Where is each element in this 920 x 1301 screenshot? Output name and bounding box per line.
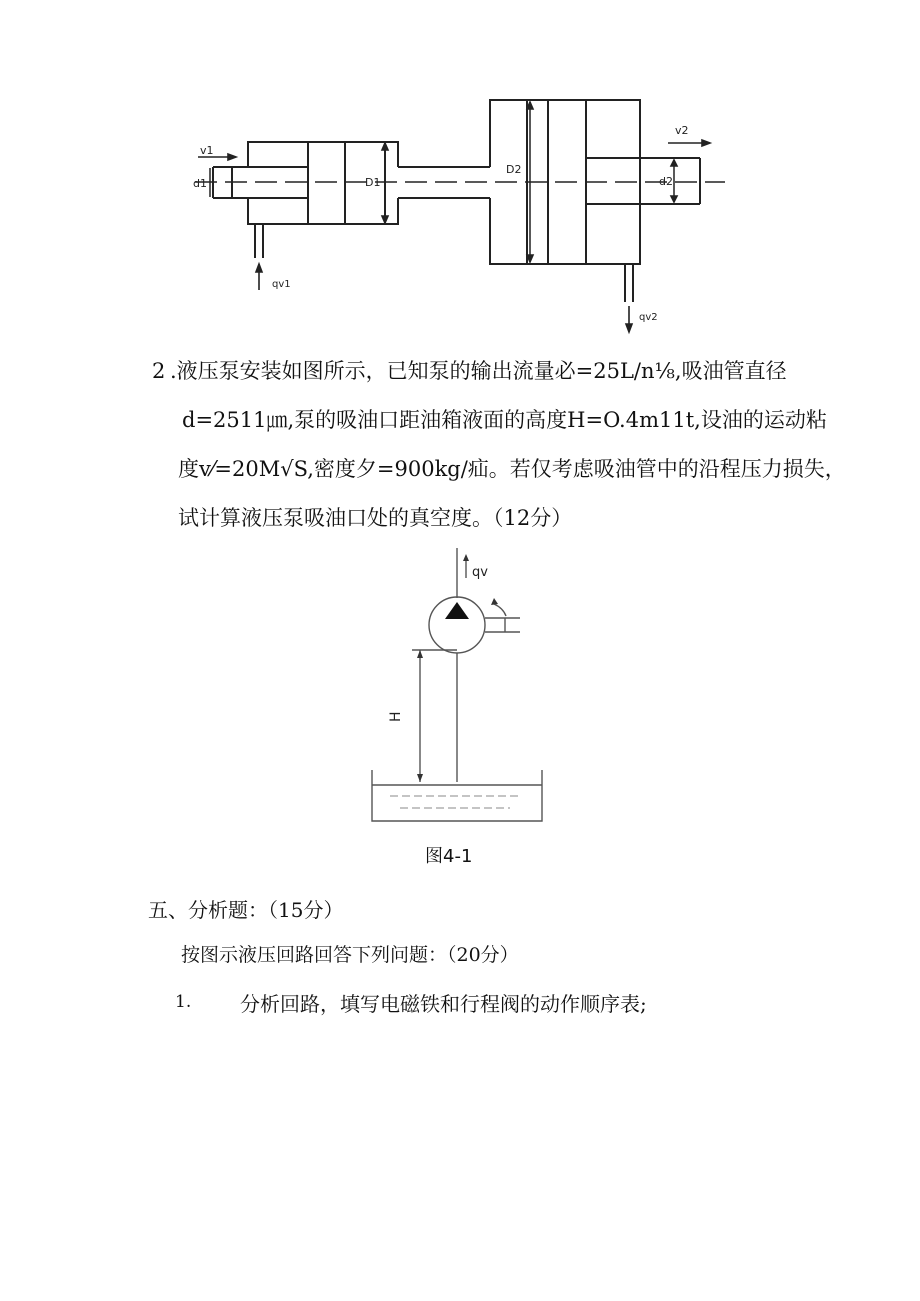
label-H: H (388, 711, 404, 722)
figure-caption: 图4-1 (425, 846, 473, 867)
label-d2: d2 (659, 175, 673, 188)
label-v1: v1 (200, 144, 214, 157)
list-item-number: 1. (175, 992, 192, 1012)
label-v2: v2 (675, 124, 689, 137)
label-D2: D2 (506, 163, 522, 176)
label-qv: qv (472, 565, 488, 580)
problem-2-line-2: d=2511㎛,泵的吸油口距油箱液面的高度H=O.4m11t,设油的运动粘 (182, 408, 827, 432)
label-D1: D1 (365, 176, 381, 189)
problem-2-line-4: 试计算液压泵吸油口处的真空度。（12分） (178, 506, 573, 530)
problem-2-line-3: 度v⁄=20M√S,密度夕=900kg/疝。若仅考虑吸油管中的沿程压力损失， (178, 457, 846, 481)
problem-2-line-1: .液压泵安装如图所示，已知泵的输出流量必=25L/n⅛,吸油管直径 (170, 359, 787, 383)
label-qv2: qv2 (639, 312, 658, 323)
label-d1: d1 (193, 177, 207, 190)
problem-2-number: 2 (152, 359, 166, 383)
cylinder-diagram (0, 0, 920, 340)
list-item-text: 分析回路，填写电磁铁和行程阀的动作顺序表; (240, 992, 647, 1016)
section-5-heading: 五、分析题：（15分） (148, 898, 344, 922)
section-5-intro: 按图示液压回路回答下列问题：（20分） (181, 944, 519, 966)
pump-diagram (360, 538, 560, 828)
label-qv1: qv1 (272, 279, 291, 290)
